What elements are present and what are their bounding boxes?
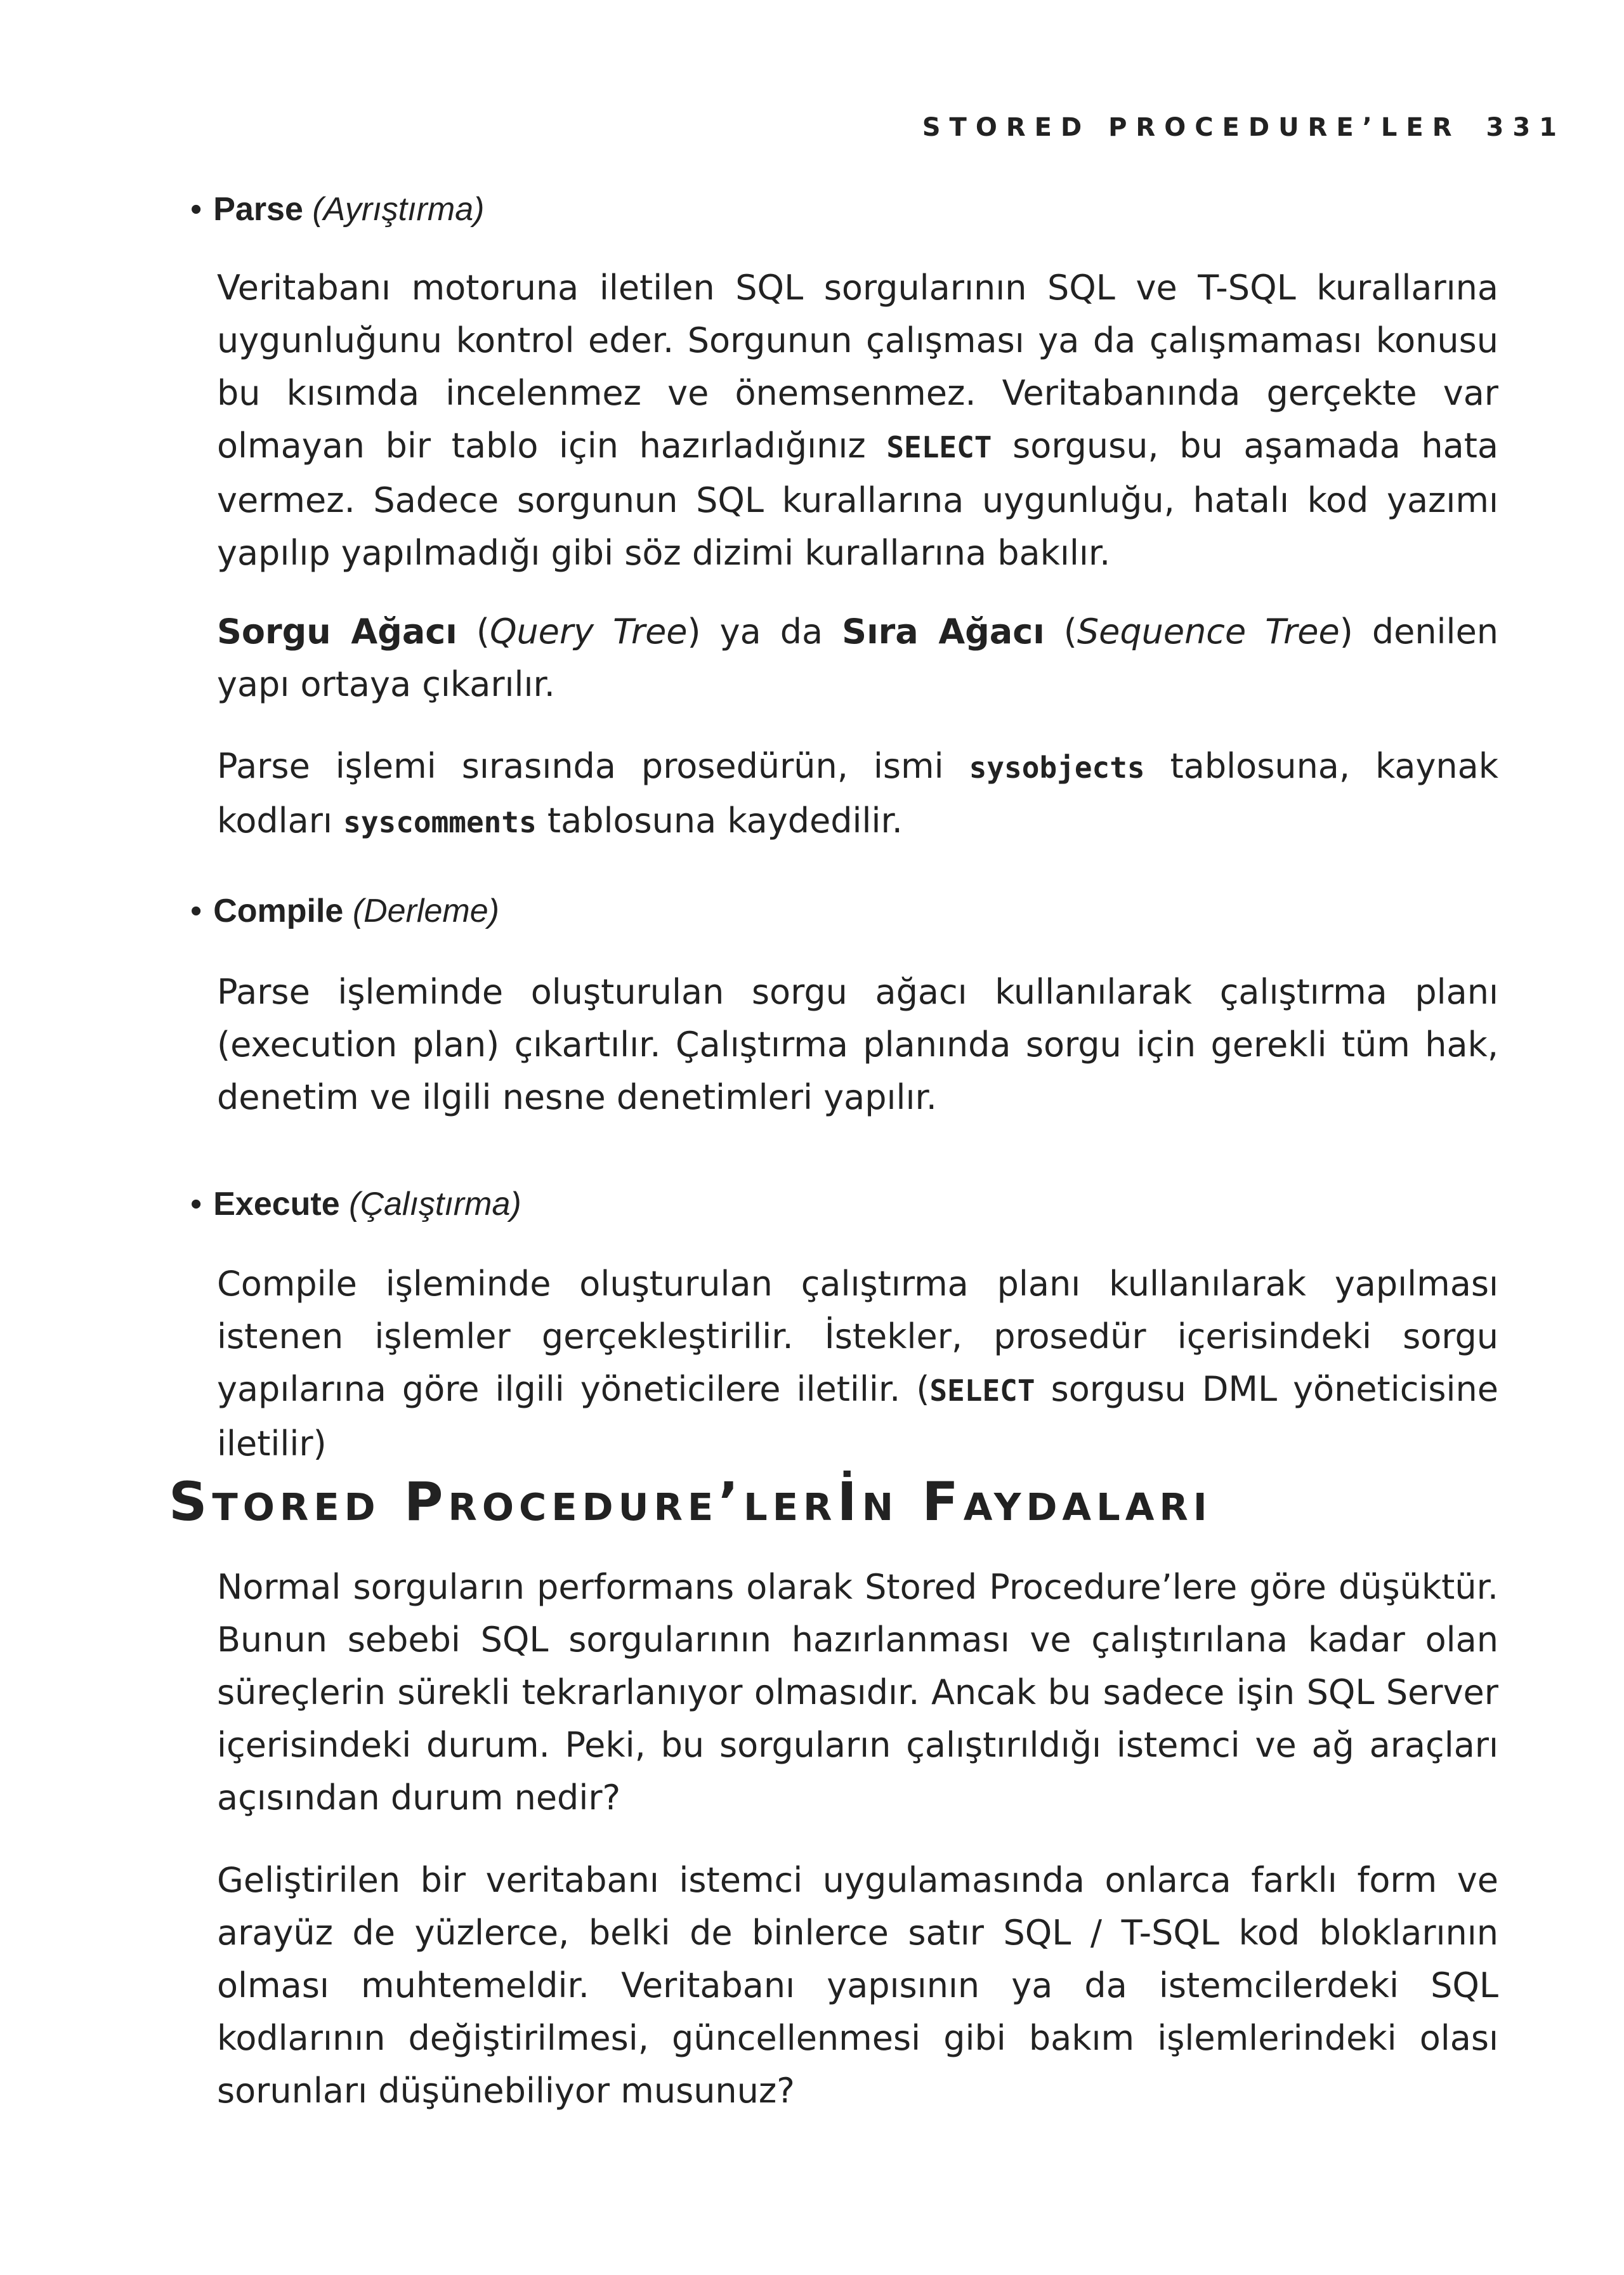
paragraph-execute-1: [217, 1257, 1498, 1470]
text-run: Geliştirilen bir veritabanı istemci uygulamasında onlarca farklı form ve arayüz de yüzlerce, belki de binlerce satır SQL / T-SQL kod bloklarının olması muhtemeldir. Veritabanı yapısının ya da istemcilerdeki SQL kodlarının değiştirilmesi, güncellenmesi gibi bakım işlemlerindeki olası sorunları düşünebiliyor musunuz?: [217, 1860, 1498, 2111]
paragraph-parse-2: [217, 605, 1498, 711]
bullet-label: Compile: [213, 893, 344, 929]
bullet-label-translation: (Derleme): [352, 893, 499, 929]
text-run: Parse işleminde oluşturulan sorgu ağacı kullanılarak çalıştırma planı (execution plan) çıkartılır. Çalıştırma planında sorgu için gerekli tüm hak, denetim ve ilgili nesne denetimleri yapılır.: [217, 972, 1498, 1117]
bullet-compile: [190, 892, 499, 930]
paragraph-section-2: [217, 1854, 1498, 2117]
text-run: (: [457, 612, 490, 652]
bullet-dot: •: [190, 1186, 202, 1223]
code-keyword: SELECT: [929, 1374, 1035, 1408]
bullet-dot: •: [190, 893, 202, 929]
bullet-dot: •: [190, 191, 202, 228]
text-run: Parse işlemi sırasında prosedürün, ismi: [217, 746, 969, 786]
running-title: STORED PROCEDURE’LER: [922, 113, 1461, 142]
bullet-label-translation: (Çalıştırma): [349, 1186, 521, 1223]
text-run: Normal sorguların performans olarak Stored Procedure’lere göre düşüktür. Bunun sebebi SQL sorgularının hazırlanması ve çalıştırılana kadar olan süreçlerin sürekli tekrarlanıyor olmasıdır. Ancak bu sadece işin SQL Server içerisindeki durum. Peki, bu sorguların çalıştırıldığı istemci ve ağ araçları açısından durum nedir?: [217, 1567, 1498, 1818]
paragraph-compile-1: [217, 966, 1498, 1124]
bullet-label-translation: (Ayrıştırma): [312, 191, 485, 228]
term-bold: Sıra Ağacı: [842, 612, 1045, 652]
page-number: 331: [1486, 113, 1566, 142]
paragraph-section-1: [217, 1561, 1498, 1824]
section-heading: Stored Procedure’lerİn Faydaları: [169, 1471, 1212, 1533]
term-bold: Sorgu Ağacı: [217, 612, 457, 652]
term-italic: Sequence Tree: [1077, 612, 1340, 652]
code-keyword: syscomments: [343, 805, 537, 839]
paragraph-parse-1: [217, 261, 1498, 579]
text-run: sorgusu, bu aşamada hata vermez. Sadece sorgunun SQL kurallarına uygunluğu, hatalı kod yazımı yapılıp yapılmadığı gibi söz dizimi kurallarına bakılır.: [217, 426, 1498, 573]
bullet-label: Parse: [213, 191, 303, 228]
text-run: Veritabanı motoruna iletilen SQL sorgularının SQL ve T-SQL kurallarına uygunluğunu kontrol eder. Sorgunun çalışması ya da çalışmaması konusu bu kısımda incelenmez ve önemsenmez. Veritabanında gerçekte var olmayan bir tablo için hazırladığınız: [217, 268, 1498, 466]
text-run: tablosuna kaydedilir.: [536, 801, 903, 841]
text-run: sorgusu DML yöneticisine iletilir): [217, 1369, 1498, 1464]
text-run: ) ya da: [687, 612, 842, 652]
term-italic: Query Tree: [489, 612, 688, 652]
bullet-parse: [190, 190, 484, 228]
text-run: Compile işleminde oluşturulan çalıştırma planı kullanılarak yapılması istenen işlemler gerçekleştirilir. İstekler, prosedür içerisindeki sorgu yapılarına göre ilgili yöneticilere iletilir. (: [217, 1264, 1498, 1409]
text-run: (: [1044, 612, 1077, 652]
code-keyword: sysobjects: [969, 751, 1145, 785]
code-keyword: SELECT: [886, 430, 992, 464]
paragraph-parse-3: [217, 740, 1498, 849]
bullet-execute: [190, 1185, 521, 1223]
text-run: ) denilen yapı ortaya çıkarılır.: [217, 612, 1499, 704]
running-header: [922, 113, 1566, 142]
bullet-label: Execute: [213, 1186, 340, 1223]
text-run: tablosuna, kaynak kodları: [217, 746, 1499, 841]
